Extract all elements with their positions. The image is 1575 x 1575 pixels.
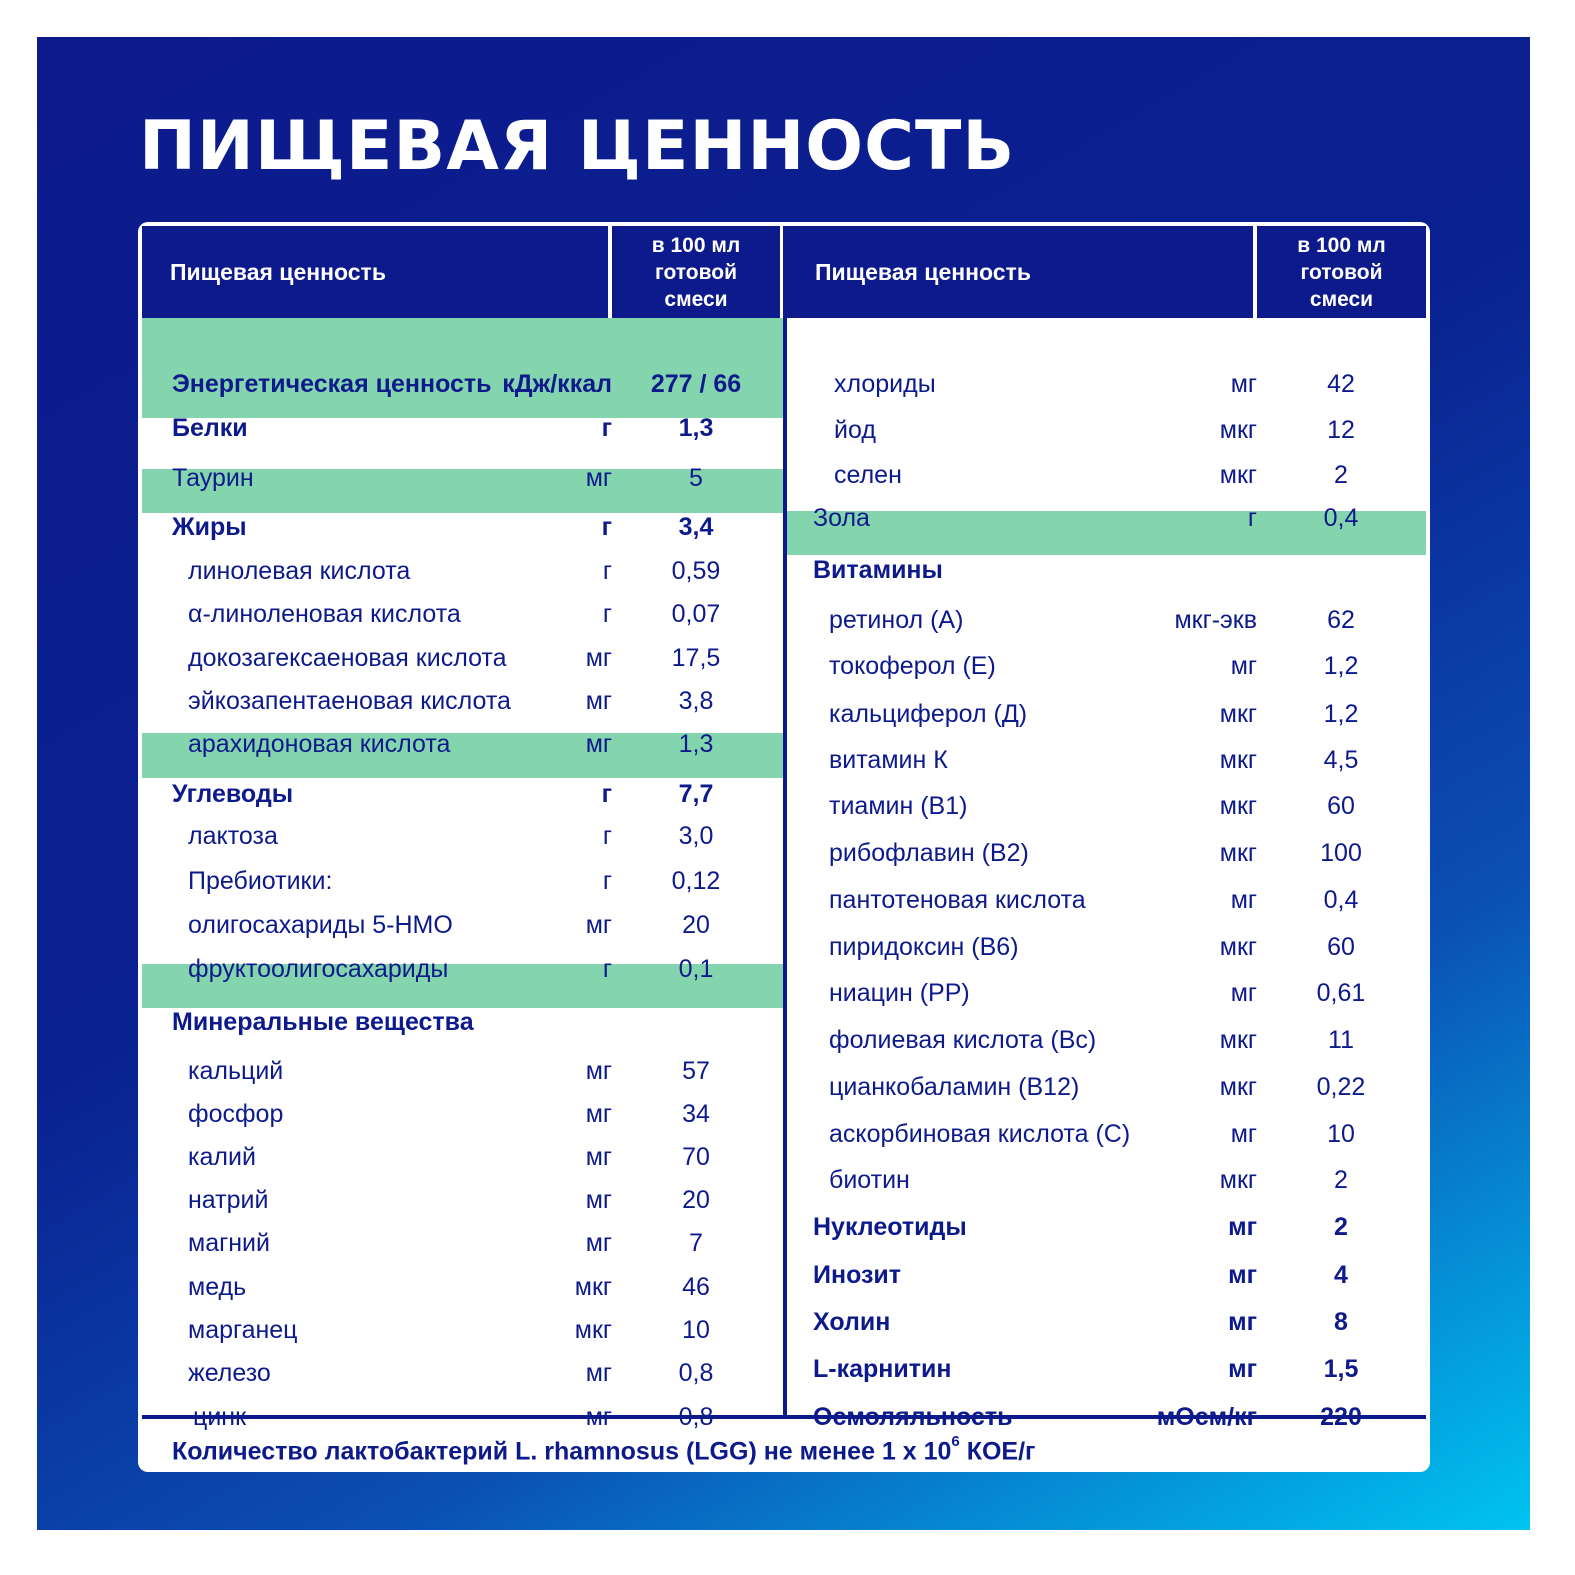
- left-row-value: 3,8: [678, 687, 714, 715]
- left-row-name: медь: [188, 1273, 247, 1301]
- left-row-value: 46: [682, 1273, 710, 1301]
- left-header-value-line2: готовой: [655, 260, 737, 284]
- left-row-name: фосфор: [188, 1100, 284, 1128]
- right-row-name: пиридоксин (В6): [829, 933, 1019, 961]
- left-row-unit: мг: [585, 1359, 612, 1387]
- right-row-value: 2: [1334, 1213, 1348, 1241]
- left-row-name: эйкозапентаеновая кислота: [188, 687, 511, 715]
- left-row-name: натрий: [188, 1186, 269, 1214]
- right-row-unit: мг: [1230, 370, 1257, 398]
- right-row-unit: мкг: [1219, 1073, 1257, 1101]
- right-row-unit: мг: [1230, 886, 1257, 914]
- left-row-unit: мг: [585, 1186, 612, 1214]
- nutrition-table: [138, 222, 1430, 1472]
- left-row-unit: мкг: [574, 1273, 612, 1301]
- right-row-value: 1,2: [1323, 652, 1359, 680]
- page-title: ПИЩЕВАЯ ЦЕННОСТЬ: [139, 107, 1016, 186]
- left-row-unit: мг: [585, 1229, 612, 1257]
- left-row-value: 70: [682, 1143, 710, 1171]
- right-row-value: 0,4: [1323, 886, 1359, 914]
- right-row-name: аскорбиновая кислота (С): [829, 1120, 1131, 1148]
- left-row-name: докозагексаеновая кислота: [188, 644, 507, 672]
- left-row-unit: г: [601, 414, 612, 442]
- right-row-name: цианкобаламин (В12): [829, 1073, 1080, 1101]
- left-row-name: железо: [188, 1359, 271, 1387]
- left-row-unit: мг: [585, 730, 612, 758]
- right-row-value: 0,4: [1323, 504, 1359, 532]
- left-row-name: цинк: [193, 1403, 247, 1431]
- right-row-unit: мг: [1230, 1120, 1257, 1148]
- left-row-unit: г: [602, 600, 612, 628]
- right-row-name: токоферол (Е): [829, 652, 996, 680]
- right-row-name: Осмоляльность: [813, 1403, 1013, 1431]
- left-header-name: Пищевая ценность: [142, 226, 608, 318]
- left-row-unit: мг: [585, 644, 612, 672]
- left-row-unit: кДж/ккал: [502, 370, 612, 398]
- right-row-unit: мкг: [1219, 746, 1257, 774]
- left-row-name: Пребиотики:: [188, 867, 333, 895]
- footer-note: [172, 1426, 1035, 1471]
- right-row-value: 8: [1334, 1308, 1348, 1336]
- left-row-name: Минеральные вещества: [172, 1008, 474, 1036]
- right-row-name: рибофлавин (В2): [829, 839, 1029, 867]
- right-row-unit: мкг: [1219, 700, 1257, 728]
- left-row-value: 5: [689, 464, 703, 492]
- background-panel: [37, 37, 1530, 1530]
- left-row-name: линолевая кислота: [188, 557, 411, 585]
- right-row-name: Зола: [813, 504, 870, 532]
- right-header-value: [1257, 226, 1426, 318]
- left-row-unit: г: [601, 513, 612, 541]
- right-row-unit: мкг-экв: [1174, 606, 1257, 634]
- left-header-value-line3: смеси: [664, 287, 728, 311]
- right-row-unit: мг: [1228, 1355, 1257, 1383]
- right-row-value: 0,61: [1316, 979, 1366, 1007]
- right-row-name: L-карнитин: [813, 1355, 952, 1383]
- right-row-unit: г: [1247, 504, 1257, 532]
- left-row-name: кальций: [188, 1057, 284, 1085]
- right-row-name: Нуклеотиды: [813, 1213, 967, 1241]
- right-header-value-line3: смеси: [1309, 287, 1374, 311]
- right-row-name: витамин К: [829, 746, 948, 774]
- right-row-unit: мг: [1228, 1308, 1257, 1336]
- right-row-name: селен: [834, 461, 902, 489]
- left-row-name: фруктоолигосахариды: [188, 955, 449, 983]
- right-row-value: 220: [1320, 1403, 1362, 1431]
- left-row-name: лактоза: [188, 822, 278, 850]
- right-row-unit: мкг: [1219, 792, 1257, 820]
- right-row-unit: мкг: [1219, 461, 1257, 489]
- right-row-name: хлориды: [834, 370, 936, 398]
- left-row-unit: мг: [585, 1100, 612, 1128]
- left-row-unit: мг: [585, 1057, 612, 1085]
- left-header-value: [612, 226, 780, 318]
- left-row-value: 0,8: [678, 1359, 714, 1387]
- left-row-unit: мг: [585, 464, 612, 492]
- left-row-value: 0,1: [678, 955, 714, 983]
- left-row-unit: г: [602, 867, 612, 895]
- right-row-unit: мОсм/кг: [1156, 1403, 1257, 1431]
- right-row-value: 1,5: [1323, 1355, 1359, 1383]
- left-row-value: 7,7: [678, 780, 714, 808]
- left-row-value: 277 / 66: [650, 370, 742, 398]
- left-row-value: 0,59: [671, 557, 721, 585]
- left-row-unit: г: [601, 780, 612, 808]
- left-row-value: 57: [682, 1057, 710, 1085]
- right-row-name: Инозит: [813, 1261, 902, 1289]
- left-row-value: 0,07: [671, 600, 721, 628]
- right-row-value: 2: [1334, 1166, 1348, 1194]
- left-row-value: 0,8: [678, 1403, 714, 1431]
- right-row-value: 100: [1320, 839, 1362, 867]
- left-row-value: 1,3: [678, 414, 714, 442]
- right-header-value-line2: готовой: [1300, 260, 1383, 284]
- left-row-name: α-линоленовая кислота: [188, 600, 461, 628]
- right-row-name: фолиевая кислота (Вс): [829, 1026, 1097, 1054]
- right-row-name: биотин: [829, 1166, 910, 1194]
- right-header-name: Пищевая ценность: [787, 226, 1253, 318]
- right-row-name: Витамины: [813, 556, 943, 584]
- left-row-name: олигосахариды 5-HMO: [188, 911, 453, 939]
- right-row-value: 11: [1328, 1026, 1354, 1054]
- left-row-value: 34: [682, 1100, 710, 1128]
- left-row-name: арахидоновая кислота: [188, 730, 451, 758]
- right-row-value: 62: [1327, 606, 1355, 634]
- left-row-name: калий: [188, 1143, 256, 1171]
- left-header-value-line1: в 100 мл: [651, 233, 741, 257]
- left-row-unit: мг: [585, 911, 612, 939]
- right-row-value: 0,22: [1316, 1073, 1366, 1101]
- left-row-value: 3,4: [678, 513, 714, 541]
- right-row-name: тиамин (В1): [829, 792, 968, 820]
- right-row-unit: мг: [1228, 1213, 1257, 1241]
- left-row-unit: г: [602, 955, 612, 983]
- left-row-name: марганец: [188, 1316, 298, 1344]
- left-row-name: Жиры: [172, 513, 247, 541]
- left-row-value: 7: [689, 1229, 703, 1257]
- right-row-value: 60: [1327, 792, 1355, 820]
- right-row-unit: мкг: [1219, 1166, 1257, 1194]
- right-row-name: ретинол (А): [829, 606, 964, 634]
- right-row-unit: мкг: [1219, 1026, 1257, 1054]
- right-row-value: 4: [1334, 1261, 1348, 1289]
- right-row-name: кальциферол (Д): [829, 700, 1028, 728]
- right-row-unit: мкг: [1219, 416, 1257, 444]
- right-row-unit: мкг: [1219, 839, 1257, 867]
- footer-superscript: 6: [951, 1433, 960, 1450]
- left-row-unit: мг: [585, 1143, 612, 1171]
- left-row-name: Энергетическая ценность: [172, 370, 492, 398]
- left-row-unit: г: [602, 822, 612, 850]
- right-row-name: Холин: [813, 1308, 891, 1336]
- right-row-value: 10: [1327, 1120, 1355, 1148]
- right-row-unit: мкг: [1219, 933, 1257, 961]
- right-row-name: пантотеновая кислота: [829, 886, 1086, 914]
- left-row-unit: мг: [585, 1403, 612, 1431]
- right-row-value: 42: [1327, 370, 1355, 398]
- right-row-value: 4,5: [1323, 746, 1359, 774]
- left-row-value: 3,0: [678, 822, 714, 850]
- right-row-unit: мг: [1230, 979, 1257, 1007]
- right-row-value: 60: [1327, 933, 1355, 961]
- right-row-name: йод: [834, 416, 876, 444]
- right-row-value: 2: [1334, 461, 1348, 489]
- right-row-value: 12: [1327, 416, 1355, 444]
- right-row-value: 1,2: [1323, 700, 1359, 728]
- left-row-value: 20: [682, 911, 710, 939]
- left-row-name: Белки: [172, 414, 248, 442]
- left-row-value: 17,5: [671, 644, 721, 672]
- left-row-value: 0,12: [671, 867, 721, 895]
- right-row-unit: мг: [1230, 652, 1257, 680]
- center-divider: [783, 226, 787, 1419]
- right-row-name: ниацин (РР): [829, 979, 970, 1007]
- left-row-unit: г: [602, 557, 612, 585]
- left-row-value: 20: [682, 1186, 710, 1214]
- left-row-value: 1,3: [678, 730, 714, 758]
- left-row-name: Углеводы: [172, 780, 294, 808]
- left-row-unit: мг: [585, 687, 612, 715]
- right-header-value-line1: в 100 мл: [1297, 233, 1386, 257]
- left-row-name: магний: [188, 1229, 270, 1257]
- footer-suffix: КОЕ/г: [959, 1437, 1036, 1466]
- footer-text: Количество лактобактерий L. rhamnosus (LGG) не менее 1 х 10: [172, 1437, 952, 1466]
- left-row-name: Таурин: [172, 464, 254, 492]
- left-row-value: 10: [682, 1316, 710, 1344]
- left-row-unit: мкг: [574, 1316, 612, 1344]
- right-row-unit: мг: [1228, 1261, 1257, 1289]
